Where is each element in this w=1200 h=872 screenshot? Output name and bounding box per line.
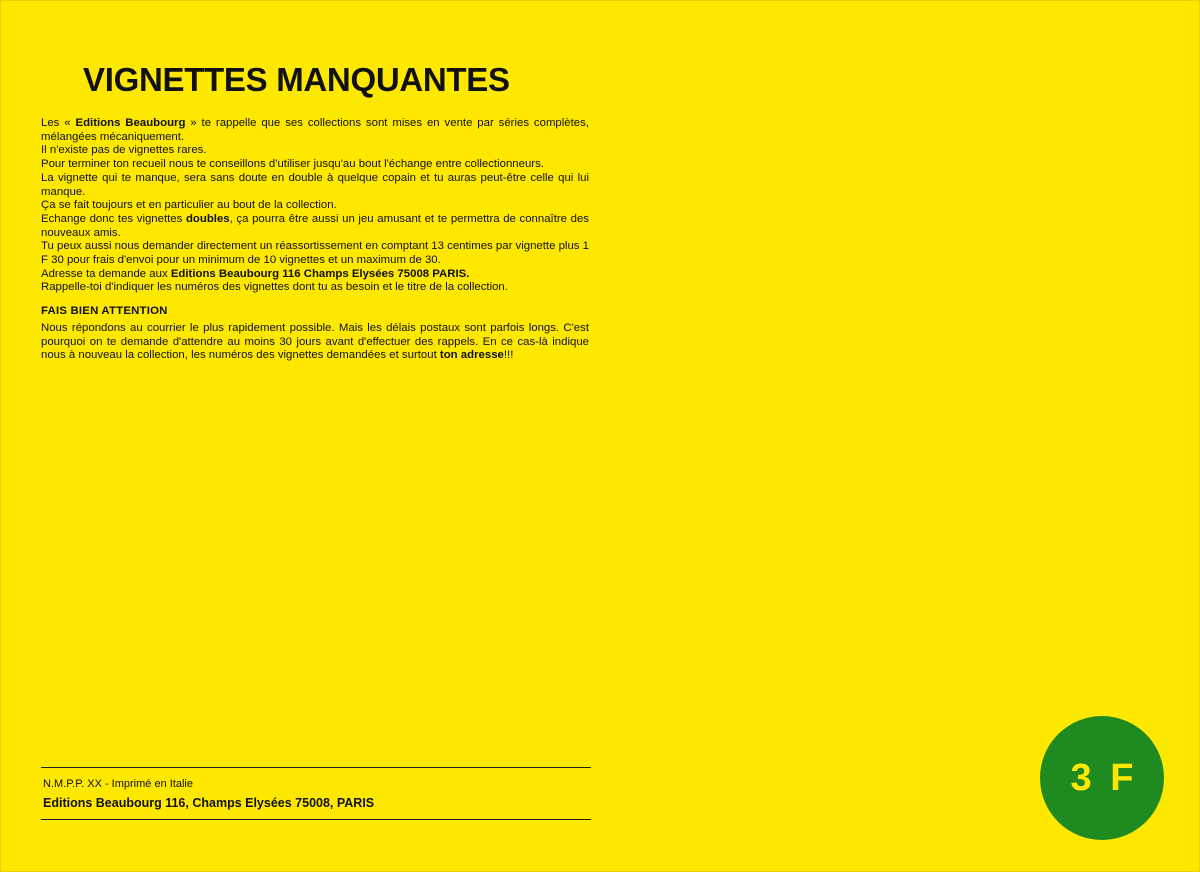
footer-divider-top <box>41 767 591 768</box>
footer-divider-bottom <box>41 819 591 820</box>
paragraph-double: La vignette qui te manque, sera sans doute en double à quelque copain et tu auras peut-être celle qui lui manque. <box>41 171 589 198</box>
paragraph-exchange-advice: Pour terminer ton recueil nous te conseillons d'utiliser jusqu'au bout l'échange entre collectionneurs. <box>41 158 544 171</box>
price-label: 3 F <box>1070 756 1138 799</box>
text-span: Echange donc tes vignettes <box>41 212 186 225</box>
text-span: !!! <box>503 349 514 362</box>
page-title: VIGNETTES MANQUANTES <box>83 61 510 98</box>
text-span: Adresse ta demande aux <box>41 267 171 280</box>
emphasis-doubles: doubles <box>185 212 230 225</box>
paragraph-order-pricing: Tu peux aussi nous demander directement un réassortissement en comptant 13 centimes par vignette plus 1 F 30 pour frais d'envoi pour un minimum de 10 vignettes et un maximum de 30. <box>41 240 589 267</box>
footer-publisher-address: Editions Beaubourg 116, Champs Elysées 75008, PARIS <box>43 796 375 810</box>
paragraph-address <box>41 268 589 282</box>
emphasis-address: ton adresse <box>439 349 504 362</box>
paragraph-always: Ça se fait toujours et en particulier au bout de la collection. <box>41 199 337 212</box>
text-span: Les « <box>41 117 76 129</box>
publisher-name: Editions Beaubourg <box>75 117 186 129</box>
price-badge <box>1040 716 1164 840</box>
instructions-text <box>41 117 589 363</box>
paragraph-collections <box>41 117 589 144</box>
text-span: Nous répondons au courrier le plus rapidement possible. Mais les délais postaux sont parfois longs. C'est pourquoi on te demande d'attendre au moins 30 jours avant d'effectuer des rappels. En ce cas-là indique nous à nouveau la collection, les numéros des vignettes demandées et surtout <box>41 321 589 362</box>
section-heading: FAIS BIEN ATTENTION <box>41 305 168 318</box>
text-span: » te rappelle que ses collections sont mises en vente par séries complètes, mélangées mécaniquement. <box>41 117 589 143</box>
paragraph-exchange-doubles <box>41 213 589 240</box>
paragraph-reminder: Rappelle-toi d'indiquer les numéros des vignettes dont tu as besoin et le titre de la collection. <box>41 281 508 294</box>
paragraph-attention <box>41 322 589 363</box>
footer-print-info: N.M.P.P. XX - Imprimé en Italie <box>43 778 193 790</box>
paragraph-no-rare: Il n'existe pas de vignettes rares. <box>41 144 207 157</box>
text-span: , ça pourra être aussi un jeu amusant et te permettra de connaître des nouveaux amis. <box>41 212 589 239</box>
publisher-address: Editions Beaubourg 116 Champs Elysées 75008 PARIS. <box>170 267 470 280</box>
